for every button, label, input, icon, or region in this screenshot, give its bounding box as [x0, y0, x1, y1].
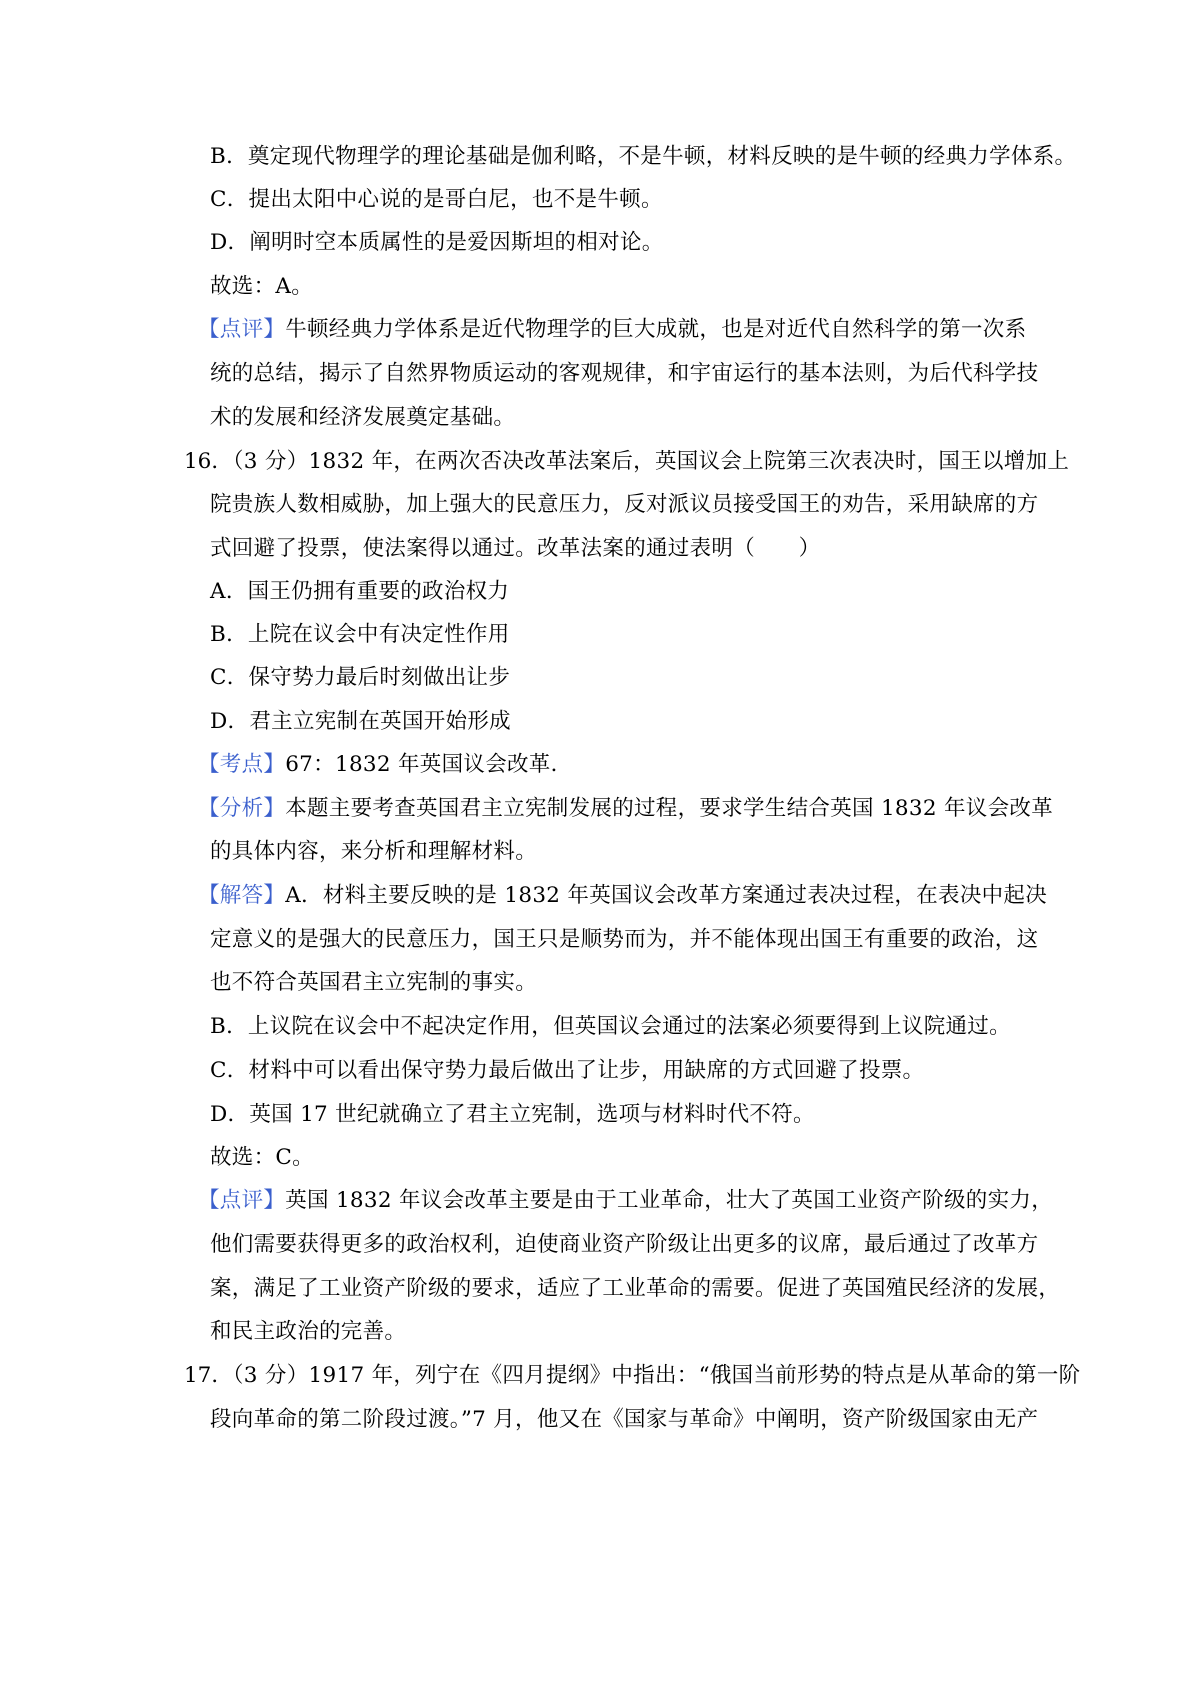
q16-answer-b: B．上议院在议会中不起决定作用，但英国议会通过的法案必须要得到上议院通过。 — [210, 1014, 1011, 1039]
q16-kaodian — [198, 751, 572, 779]
q15-comment-line-3: 术的发展和经济发展奠定基础。 — [210, 405, 516, 430]
fenxi-tag: 【分析】 — [198, 796, 286, 821]
q16-stem-line-3: 式回避了投票，使法案得以通过。改革法案的通过表明（ ） — [210, 536, 821, 561]
q16-option-c: C．保守势力最后时刻做出让步 — [210, 665, 511, 690]
q17-stem-line-2: 段向革命的第二阶段过渡。”7 月，他又在《国家与革命》中阐明，资产阶级国家由无产 — [210, 1407, 1039, 1432]
q17-stem-line-1: （3 分）1917 年，列宁在《四月提纲》中指出：“俄国当前形势的特点是从革命的第一阶 — [222, 1363, 1081, 1388]
q16-jieda-line-1 — [198, 882, 1047, 910]
kaodian-tag: 【考点】 — [198, 752, 286, 777]
q16-jieda-line-3: 也不符合英国君主立宪制的事实。 — [210, 970, 538, 995]
q16-comment-line-3: 案，满足了工业资产阶级的要求，适应了工业革命的需要。促进了英国殖民经济的发展， — [210, 1276, 1061, 1301]
comment-text: 牛顿经典力学体系是近代物理学的巨大成就，也是对近代自然科学的第一次系 — [285, 317, 1027, 342]
q15-choice: 故选：A。 — [210, 274, 314, 299]
comment-tag: 【点评】 — [198, 1188, 286, 1213]
comment-tag: 【点评】 — [198, 317, 286, 342]
q16-answer-d: D．英国 17 世纪就确立了君主立宪制，选项与材料时代不符。 — [210, 1102, 815, 1127]
jieda-tag: 【解答】 — [198, 883, 286, 908]
q16-fenxi-line-2: 的具体内容，来分析和理解材料。 — [210, 839, 538, 864]
q16-choice: 故选：C。 — [210, 1145, 314, 1170]
q16-jieda-line-2: 定意义的是强大的民意压力，国王只是顺势而为，并不能体现出国王有重要的政治，这 — [210, 927, 1039, 952]
q16-option-b: B．上院在议会中有决定性作用 — [210, 622, 510, 647]
q16-answer-c: C．材料中可以看出保守势力最后做出了让步，用缺席的方式回避了投票。 — [210, 1058, 925, 1083]
q15-option-b-explanation: B．奠定现代物理学的理论基础是伽利略，不是牛顿，材料反映的是牛顿的经典力学体系。 — [210, 144, 1077, 169]
q16-comment-line-1 — [198, 1187, 1053, 1215]
q16-option-a: A．国王仍拥有重要的政治权力 — [210, 579, 510, 604]
jieda-text: A．材料主要反映的是 1832 年英国议会改革方案通过表决过程，在表决中起决 — [285, 883, 1048, 908]
comment-text: 英国 1832 年议会改革主要是由于工业革命，壮大了英国工业资产阶级的实力， — [285, 1188, 1053, 1213]
q16-number: 16． — [184, 449, 233, 474]
q16-stem-line-1: （3 分）1832 年，在两次否决改革法案后，英国议会上院第三次表决时，国王以增加上 — [222, 449, 1070, 474]
q15-option-c-explanation: C．提出太阳中心说的是哥白尼，也不是牛顿。 — [210, 187, 663, 212]
kaodian-text: 67：1832 年英国议会改革． — [285, 752, 573, 777]
fenxi-text: 本题主要考查英国君主立宪制发展的过程，要求学生结合英国 1832 年议会改革 — [285, 796, 1053, 821]
q16-option-d: D．君主立宪制在英国开始形成 — [210, 709, 511, 734]
q15-option-d-explanation: D．阐明时空本质属性的是爱因斯坦的相对论。 — [210, 230, 664, 255]
q15-comment-line-1 — [198, 316, 1026, 344]
q17-number: 17． — [184, 1363, 233, 1388]
q16-comment-line-4: 和民主政治的完善。 — [210, 1319, 407, 1344]
q16-comment-line-2: 他们需要获得更多的政治权利，迫使商业资产阶级让出更多的议席，最后通过了改革方 — [210, 1232, 1039, 1257]
q15-comment-line-2: 统的总结，揭示了自然界物质运动的客观规律，和宇宙运行的基本法则，为后代科学技 — [210, 361, 1039, 386]
q16-fenxi-line-1 — [198, 795, 1053, 823]
q16-stem-line-2: 院贵族人数相威胁，加上强大的民意压力，反对派议员接受国王的劝告，采用缺席的方 — [210, 492, 1039, 517]
